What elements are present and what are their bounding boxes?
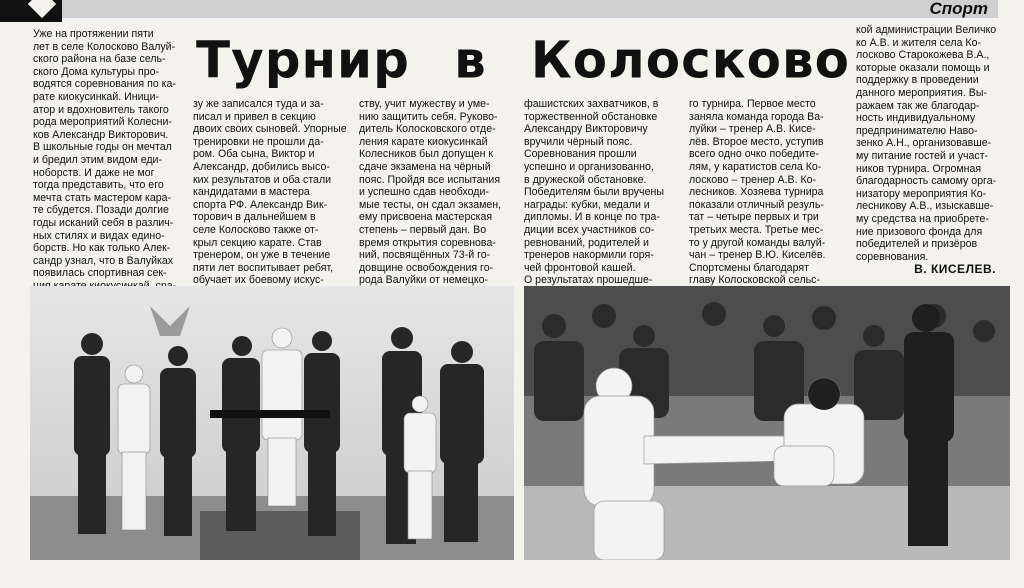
article-column-4 (524, 98, 684, 287)
col4-line: диции всех участников со- (524, 223, 655, 236)
col3-line: ству, учит мужеству и уме- (359, 98, 490, 110)
col1-line: водятся соревнования по ка- (33, 78, 176, 91)
col5-line: то у другой команды валуй- (689, 236, 826, 249)
col1-line: и бредил этим видом еди- (33, 153, 163, 166)
headline-word-3: Колосково (530, 30, 850, 90)
col2-line: Александр, добились высо- (193, 160, 330, 173)
col2-line: ких результатов и оба стали (193, 173, 332, 186)
col2-line: селе Колосково также от- (193, 223, 319, 236)
col1-line: ноборств. И даже не мог (33, 166, 155, 179)
col4-line: чей фронтовой кашей. (524, 261, 636, 274)
col1-line: атор и вдохновитель такого (33, 103, 169, 116)
col1-line: лет в селе Колосково Валуй- (33, 40, 176, 53)
col4-line: Соревнования прошли (524, 148, 637, 161)
col6-line: ние призового фонда для (856, 225, 983, 238)
col2-line: зу же записался туда и за- (193, 98, 324, 110)
col6-line: му питание гостей и участ- (856, 149, 989, 162)
col6-line: ность индивидуальному (856, 112, 976, 125)
col4-line: тренеров накормили горя- (524, 249, 654, 262)
col1-line: рода мероприятий Колесни- (33, 116, 172, 129)
col1-line: борств. Но как только Алек- (33, 242, 171, 255)
col2-line: пяти лет воспитывает ребят, (193, 261, 334, 274)
col6-line: которые оказали помощь и (856, 61, 990, 74)
karate-fight-photo (524, 286, 1010, 560)
col5-line: лосково – тренер А.В. Ко- (689, 173, 817, 186)
col6-line: кой администрации Величко (856, 24, 997, 36)
col3-line: ему присвоена мастерская (359, 211, 493, 224)
col2-line: двоих своих сыновей. Упорные (193, 123, 347, 136)
col2-line: тренером, он уже в течение (193, 249, 331, 262)
col3-line: ний, посвящённых 73-й го- (359, 249, 491, 262)
col4-line: вручили чёрный пояс. (524, 135, 633, 148)
col4-line: торжественной обстановке (524, 110, 658, 123)
col3-line: нию защитить себя. Руково- (359, 110, 498, 123)
col4-line: Александру Викторовичу (524, 123, 648, 136)
col6-line: низатору мероприятия Ко- (856, 187, 987, 200)
col4-line: дипломы. И в конце по тра- (524, 211, 660, 224)
col5-line: третьих места. Третье мес- (689, 223, 824, 236)
col5-line: всего одно очко победите- (689, 148, 819, 161)
col5-line: лесников. Хозяева турнира (689, 186, 824, 199)
col1-line: те сбудется. Позади долгие (33, 204, 169, 217)
col5-line: Спортсмены благодарят (689, 261, 809, 274)
col2-line: тренировки не прошли да- (193, 135, 324, 148)
section-header-bar (62, 0, 998, 18)
section-rubric: Спорт (929, 0, 988, 18)
col4-line: награды: кубки, медали и (524, 198, 650, 211)
col3-line: время открытия соревнова- (359, 236, 496, 249)
col1-line: ского района на базе сель- (33, 53, 166, 66)
col3-line: и успешно сдав необходи- (359, 186, 489, 199)
col1-line: ков Александр Викторович. (33, 128, 169, 141)
col3-line: степень – первый дан. Во (359, 223, 487, 236)
col1-line: годы исканий себя в различ- (33, 216, 174, 229)
col1-line: Уже на протяжении пяти (33, 28, 154, 40)
col2-line: торович в дальнейшем в (193, 211, 316, 224)
col1-line: ных стилях и видах едино- (33, 229, 165, 242)
col6-line: предпринимателю Наво- (856, 124, 978, 137)
col2-line: ром. Оба сына, Виктор и (193, 148, 315, 161)
col3-line: пояс. Пройдя все испытания (359, 173, 501, 186)
col6-line: ражаем так же благодар- (856, 99, 980, 112)
col1-line: В школьные годы он мечтал (33, 141, 172, 154)
col5-line: тат – четыре первых и три (689, 211, 819, 224)
col1-line: сандр узнал, что в Валуйках (33, 254, 174, 267)
col5-line: заняла команда города Ва- (689, 110, 824, 123)
col3-line: дитель Колосковского отде- (359, 123, 496, 136)
article-column-1 (33, 28, 185, 292)
col6-line: победителей и призёров (856, 238, 978, 251)
col6-line: зенко А.Н., организовавше- (856, 137, 992, 150)
col5-line: го турнира. Первое место (689, 98, 816, 110)
col6-line: данного мероприятия. Вы- (856, 86, 987, 99)
col4-line: О результатах прошедше- (524, 274, 653, 287)
col4-line: ревнований, родителей и (524, 236, 649, 249)
col2-line: спорта РФ. Александр Вик- (193, 198, 328, 211)
headline-word-2: в (454, 30, 487, 90)
col1-line: тогда представить, что его (33, 179, 164, 192)
col6-line: лесникову А.В., изыскавше- (856, 200, 994, 213)
col5-line: лям, у каратистов села Ко- (689, 160, 822, 173)
col5-line: показали отличный резуль- (689, 198, 824, 211)
col2-line: крыл секцию карате. Став (193, 236, 322, 249)
col5-line: главу Колосковской сельс- (689, 274, 820, 287)
col3-line: сдаче экзамена на чёрный (359, 160, 491, 173)
article-column-3 (359, 98, 519, 287)
section-corner-marker (0, 0, 62, 22)
col3-line: довщине освобождения го- (359, 261, 494, 274)
col2-line: кандидатами в мастера (193, 186, 310, 199)
article-column-6 (856, 24, 1008, 263)
col6-line: поддержку в проведении (856, 74, 979, 87)
col3-line: ления карате киокусинкай (359, 135, 488, 148)
col1-line: рате киокусинкай. Иници- (33, 90, 160, 103)
headline-word-1: Турнир (196, 30, 410, 90)
col6-line: му средства на приобрете- (856, 212, 989, 225)
col5-line: лёв. Второе место, уступив (689, 135, 824, 148)
col4-line: в дружеской обстановке. (524, 173, 647, 186)
col5-line: луйки – тренер А.В. Кисе- (689, 123, 816, 136)
group-photo (30, 286, 514, 560)
col4-line: успешно и организованно, (524, 160, 654, 173)
col5-line: чан – тренер В.Ю. Киселёв. (689, 249, 826, 262)
col4-line: фашистских захватчиков, в (524, 98, 659, 110)
col6-line: соревнования. (856, 250, 929, 263)
col1-line: ского Дома культуры про- (33, 65, 160, 78)
col6-line: ников турнира. Огромная (856, 162, 982, 175)
article-headline (196, 29, 850, 90)
col3-line: Колесников был допущен к (359, 148, 494, 161)
col2-line: обучает их боевому искус- (193, 274, 324, 287)
col6-line: ко А.В. и жителя села Ко- (856, 36, 981, 49)
col4-line: Победителям были вручены (524, 186, 664, 199)
col6-line: благодарность самому орга- (856, 175, 997, 188)
col1-line: появилась спортивная сек- (33, 267, 167, 280)
article-signature: В. КИСЕЛЕВ. (914, 262, 996, 276)
col2-line: писал и привел в секцию (193, 110, 316, 123)
article-column-2 (193, 98, 351, 287)
col1-line: мечта стать мастером кара- (33, 191, 172, 204)
col3-line: рода Валуйки от немецко- (359, 274, 489, 287)
col3-line: мые тесты, он сдал экзамен, (359, 198, 502, 211)
col6-line: лосково Старокожева В.А., (856, 49, 990, 62)
article-column-5 (689, 98, 847, 287)
